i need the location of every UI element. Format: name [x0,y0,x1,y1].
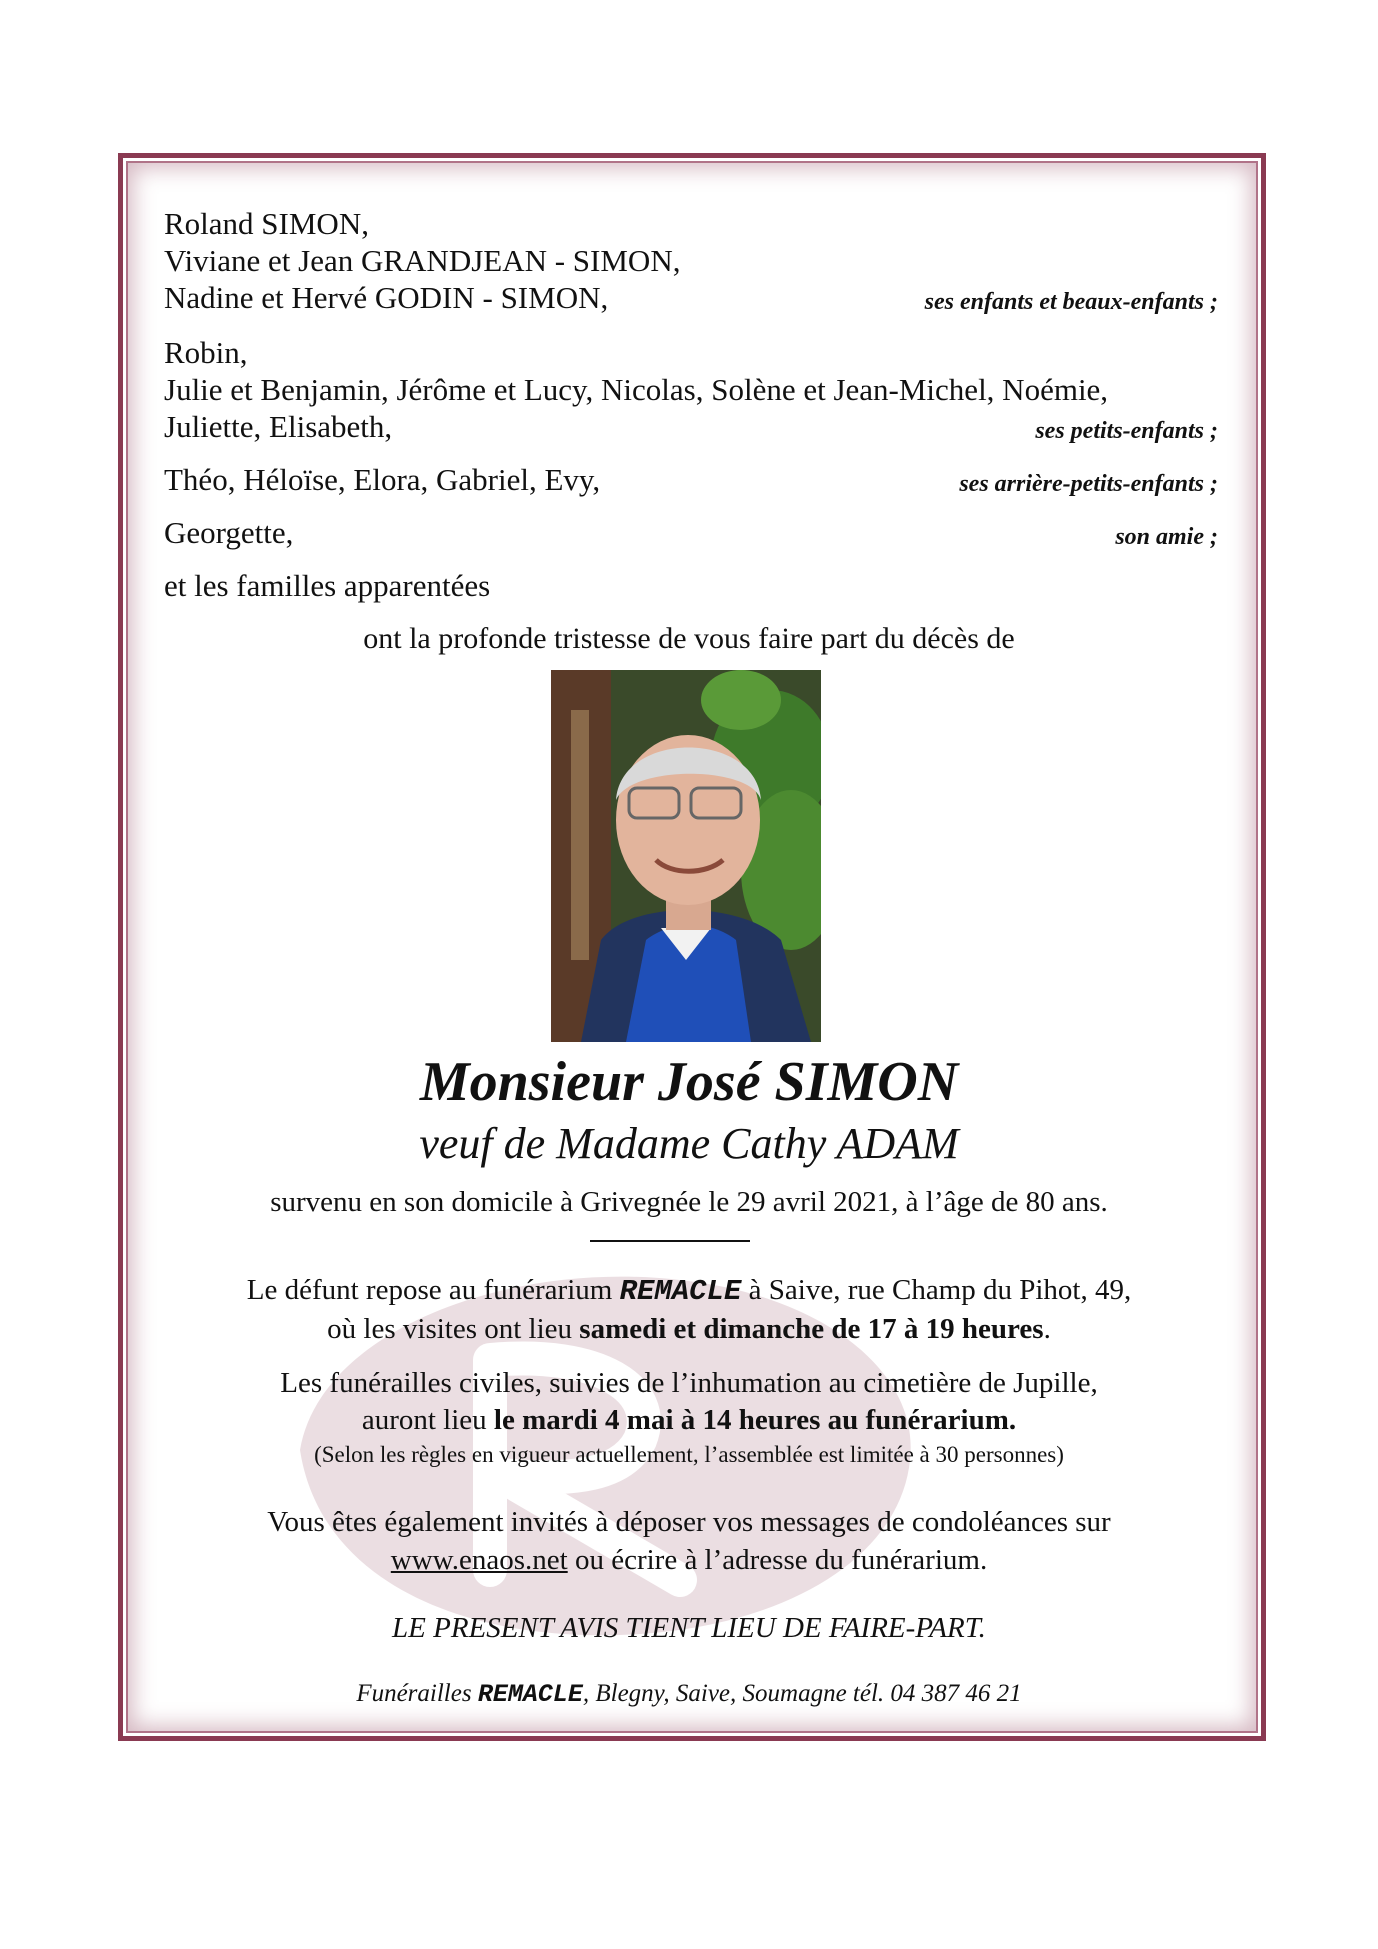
friend [164,515,1218,551]
notice-text: LE PRESENT AVIS TIENT LIEU DE FAIRE-PART. [392,1612,986,1644]
friend-text: Georgette, [164,515,294,550]
death-info: survenu en son domicile à Grivegnée le 29 avril 2021, à l’âge de 80 ans. [270,1186,1108,1218]
funeral-line-2 [0,1404,1378,1437]
condolences-line-1: Vous êtes également invités à déposer vos messages de condoléances sur [267,1506,1111,1538]
footer-prefix: Funérailles [356,1680,472,1707]
portrait-photo [551,670,821,1042]
condolences-link[interactable]: www.enaos.net [390,1544,568,1576]
widower-of: veuf de Madame Cathy ADAM [419,1119,959,1168]
families-line: et les familles apparentées [164,568,491,603]
footer-suffix: , Blegny, Saive, Soumagne tél. 04 387 46 21 [582,1680,1022,1707]
funeral-line-1: Les funérailles civiles, suivies de l’inhumation au cimetière de Jupille, [280,1367,1098,1399]
visitation-line-1 [0,1274,1378,1308]
great-grandchildren-relation: ses arrière-petits-enfants ; [959,471,1218,497]
child-2: Viviane et Jean GRANDJEAN - SIMON, [164,243,681,278]
footer [0,1680,1378,1709]
visitation-brand: REMACLE [619,1275,742,1308]
funeral-note: (Selon les règles en vigueur actuellement, l’assemblée est limitée à 30 personnes) [314,1442,1064,1467]
grandchild-3-text: Juliette, Elisabeth, [164,409,393,444]
condolences-suffix: ou écrire à l’adresse du funérarium. [567,1544,988,1576]
funeral-date: le mardi 4 mai à 14 heures au funérarium. [493,1404,1017,1436]
grandchildren-relation: ses petits-enfants ; [1035,418,1218,444]
deceased-name: Monsieur José SIMON [419,1051,959,1113]
child-3 [164,280,1218,316]
grandchild-2: Julie et Benjamin, Jérôme et Lucy, Nicolas, Solène et Jean-Michel, Noémie, [164,372,1109,407]
condolences-line-2 [0,1544,1378,1577]
visitation-suffix: à Saive, rue Champ du Pihot, 49, [748,1274,1132,1306]
child-3-text: Nadine et Hervé GODIN - SIMON, [164,280,609,315]
announcement: ont la profonde tristesse de vous faire part du décès de [363,622,1015,655]
visitation-line-2-prefix: où les visites ont lieu [327,1313,573,1345]
friend-relation: son amie ; [1115,524,1218,550]
great-grandchildren-text: Théo, Héloïse, Elora, Gabriel, Evy, [164,462,601,497]
footer-brand: REMACLE [477,1680,583,1709]
visitation-line-2-suffix: . [1043,1313,1051,1345]
visitation-line-2 [0,1313,1378,1346]
child-1: Roland SIMON, [164,206,369,241]
children-relation: ses enfants et beaux-enfants ; [924,289,1218,315]
funeral-line-2-prefix: auront lieu [361,1404,487,1436]
great-grandchildren [164,462,1218,498]
visitation-prefix: Le défunt repose au funérarium [246,1274,613,1306]
grandchild-3 [164,409,1218,445]
visitation-hours: samedi et dimanche de 17 à 19 heures [579,1313,1044,1345]
grandchild-1: Robin, [164,335,248,370]
separator-line [590,1240,750,1242]
